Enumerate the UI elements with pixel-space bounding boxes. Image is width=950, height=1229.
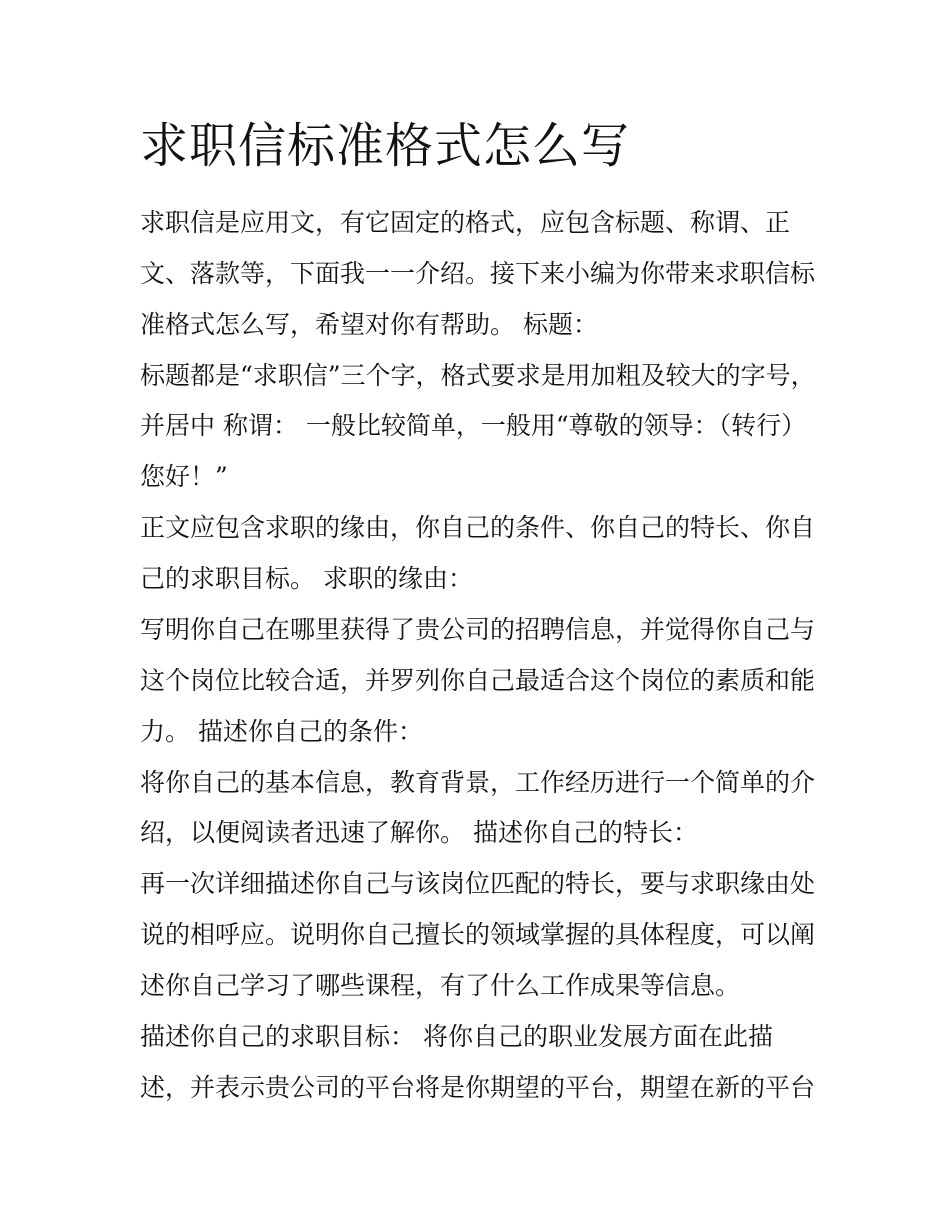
body-line: 求职信是应用文，有它固定的格式，应包含标题、称谓、正 [140,208,791,237]
body-line: 述你自己学习了哪些课程，有了什么工作成果等信息。 [140,971,741,1000]
body-line: 将你自己的基本信息，教育背景，工作经历进行一个简单的介 [140,768,816,797]
body-line: 并居中 称谓： 一般比较简单，一般用“尊敬的领导：（转行） [140,411,807,440]
document-title: 求职信标准格式怎么写 [140,118,631,174]
body-line: 描述你自己的求职目标： 将你自己的职业发展方面在此描 [140,1022,773,1051]
body-line: 正文应包含求职的缘由，你自己的条件、你自己的特长、你自 [140,513,816,542]
body-line: 这个岗位比较合适，并罗列你自己最适合这个岗位的素质和能 [140,666,816,695]
body-line: 文、落款等，下面我一一介绍。接下来小编为你带来求职信标 [140,259,816,288]
body-line: 绍，以便阅读者迅速了解你。 描述你自己的特长： [140,818,698,847]
body-line: 说的相呼应。说明你自己擅长的领域掌握的具体程度，可以阐 [140,920,816,949]
body-line: 您好！” [140,462,228,491]
body-line: 再一次详细描述你自己与该岗位匹配的特长，要与求职缘由处 [140,869,816,898]
body-line: 写明你自己在哪里获得了贵公司的招聘信息，并觉得你自己与 [140,615,816,644]
body-line: 述，并表示贵公司的平台将是你期望的平台，期望在新的平台 [140,1073,816,1102]
body-line: 准格式怎么写，希望对你有帮助。 标题： [140,310,598,339]
body-line: 力。 描述你自己的条件： [140,717,423,746]
body-line: 己的求职目标。 求职的缘由： [140,564,473,593]
body-line: 标题都是“求职信”三个字，格式要求是用加粗及较大的字号， [140,361,816,390]
